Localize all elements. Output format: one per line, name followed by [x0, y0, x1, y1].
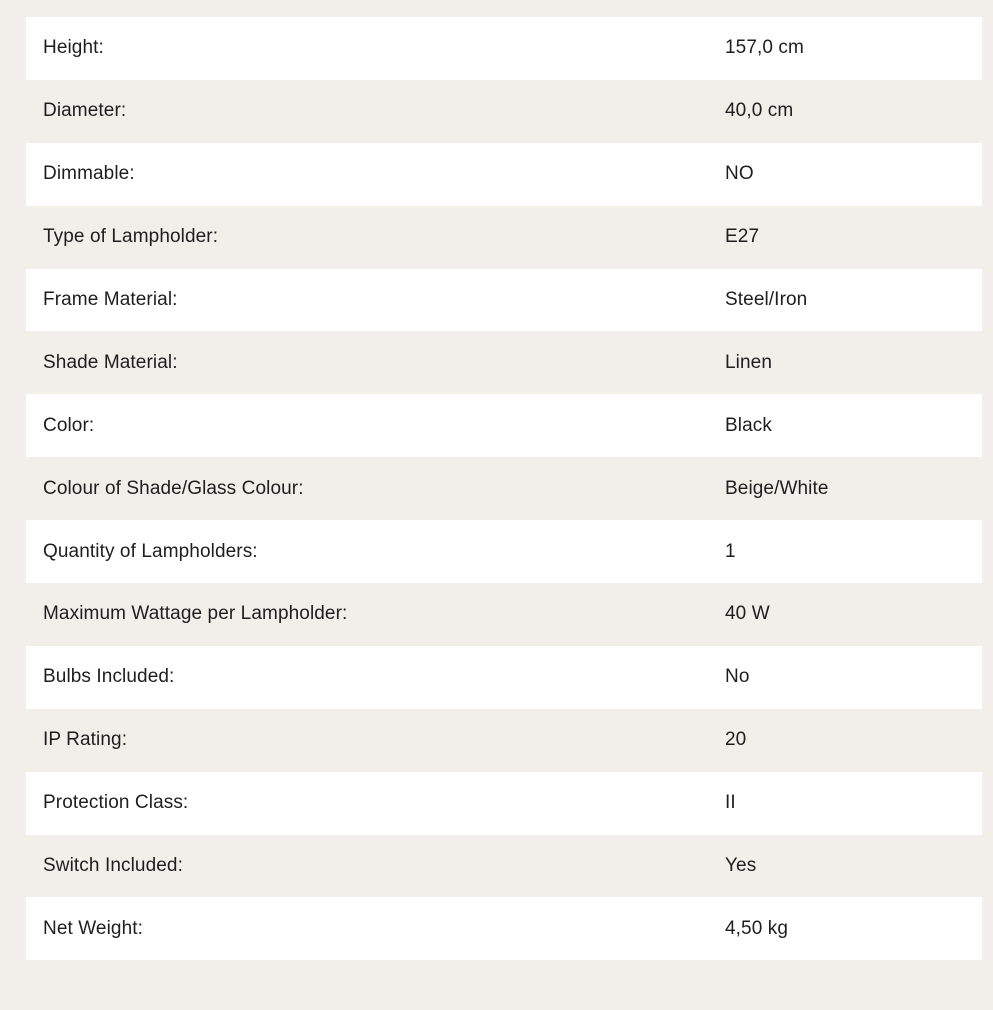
- spec-value: 20: [725, 729, 747, 751]
- spec-row-switch-included: [26, 835, 982, 898]
- spec-row-lampholder-quantity: [26, 520, 982, 583]
- spec-value: NO: [725, 163, 754, 185]
- spec-label: Shade Material:: [43, 351, 178, 373]
- spec-label: Switch Included:: [43, 855, 183, 877]
- spec-label: Color:: [43, 414, 95, 436]
- spec-value: Steel/Iron: [725, 289, 808, 310]
- spec-label: Quantity of Lampholders:: [43, 540, 258, 562]
- spec-value: E27: [725, 226, 760, 248]
- spec-label: Protection Class:: [43, 792, 189, 814]
- spec-value: Black: [725, 414, 772, 436]
- spec-label: IP Rating:: [43, 729, 128, 751]
- spec-row-diameter: [26, 80, 982, 143]
- spec-row-frame-material: [26, 269, 982, 332]
- spec-value: 4,50 kg: [725, 917, 789, 939]
- spec-value: Beige/White: [725, 477, 829, 499]
- spec-value: 40,0 cm: [725, 100, 794, 122]
- specifications-table: [26, 17, 982, 960]
- spec-label: Height:: [43, 37, 104, 59]
- spec-label: Maximum Wattage per Lampholder:: [43, 603, 348, 625]
- spec-row-color: [26, 394, 982, 457]
- spec-row-shade-colour: [26, 457, 982, 520]
- spec-label: Type of Lampholder:: [43, 226, 219, 248]
- spec-row-max-wattage: [26, 583, 982, 646]
- spec-value: Yes: [725, 855, 757, 877]
- spec-row-height: [26, 17, 982, 80]
- spec-value: 40 W: [725, 603, 770, 625]
- spec-value: II: [725, 792, 736, 814]
- spec-value: No: [725, 666, 750, 688]
- spec-row-bulbs-included: [26, 646, 982, 709]
- spec-row-ip-rating: [26, 709, 982, 772]
- spec-label: Dimmable:: [43, 163, 135, 185]
- spec-label: Bulbs Included:: [43, 666, 175, 688]
- spec-row-net-weight: [26, 897, 982, 960]
- spec-row-shade-material: [26, 331, 982, 394]
- spec-label: Colour of Shade/Glass Colour:: [43, 477, 304, 499]
- spec-row-protection-class: [26, 772, 982, 835]
- spec-value: 1: [725, 540, 736, 562]
- spec-label: Net Weight:: [43, 917, 144, 939]
- spec-row-dimmable: [26, 143, 982, 206]
- spec-row-lampholder-type: [26, 206, 982, 269]
- spec-label: Frame Material:: [43, 289, 178, 310]
- spec-value: Linen: [725, 351, 772, 373]
- spec-value: 157,0 cm: [725, 37, 804, 59]
- spec-label: Diameter:: [43, 100, 127, 122]
